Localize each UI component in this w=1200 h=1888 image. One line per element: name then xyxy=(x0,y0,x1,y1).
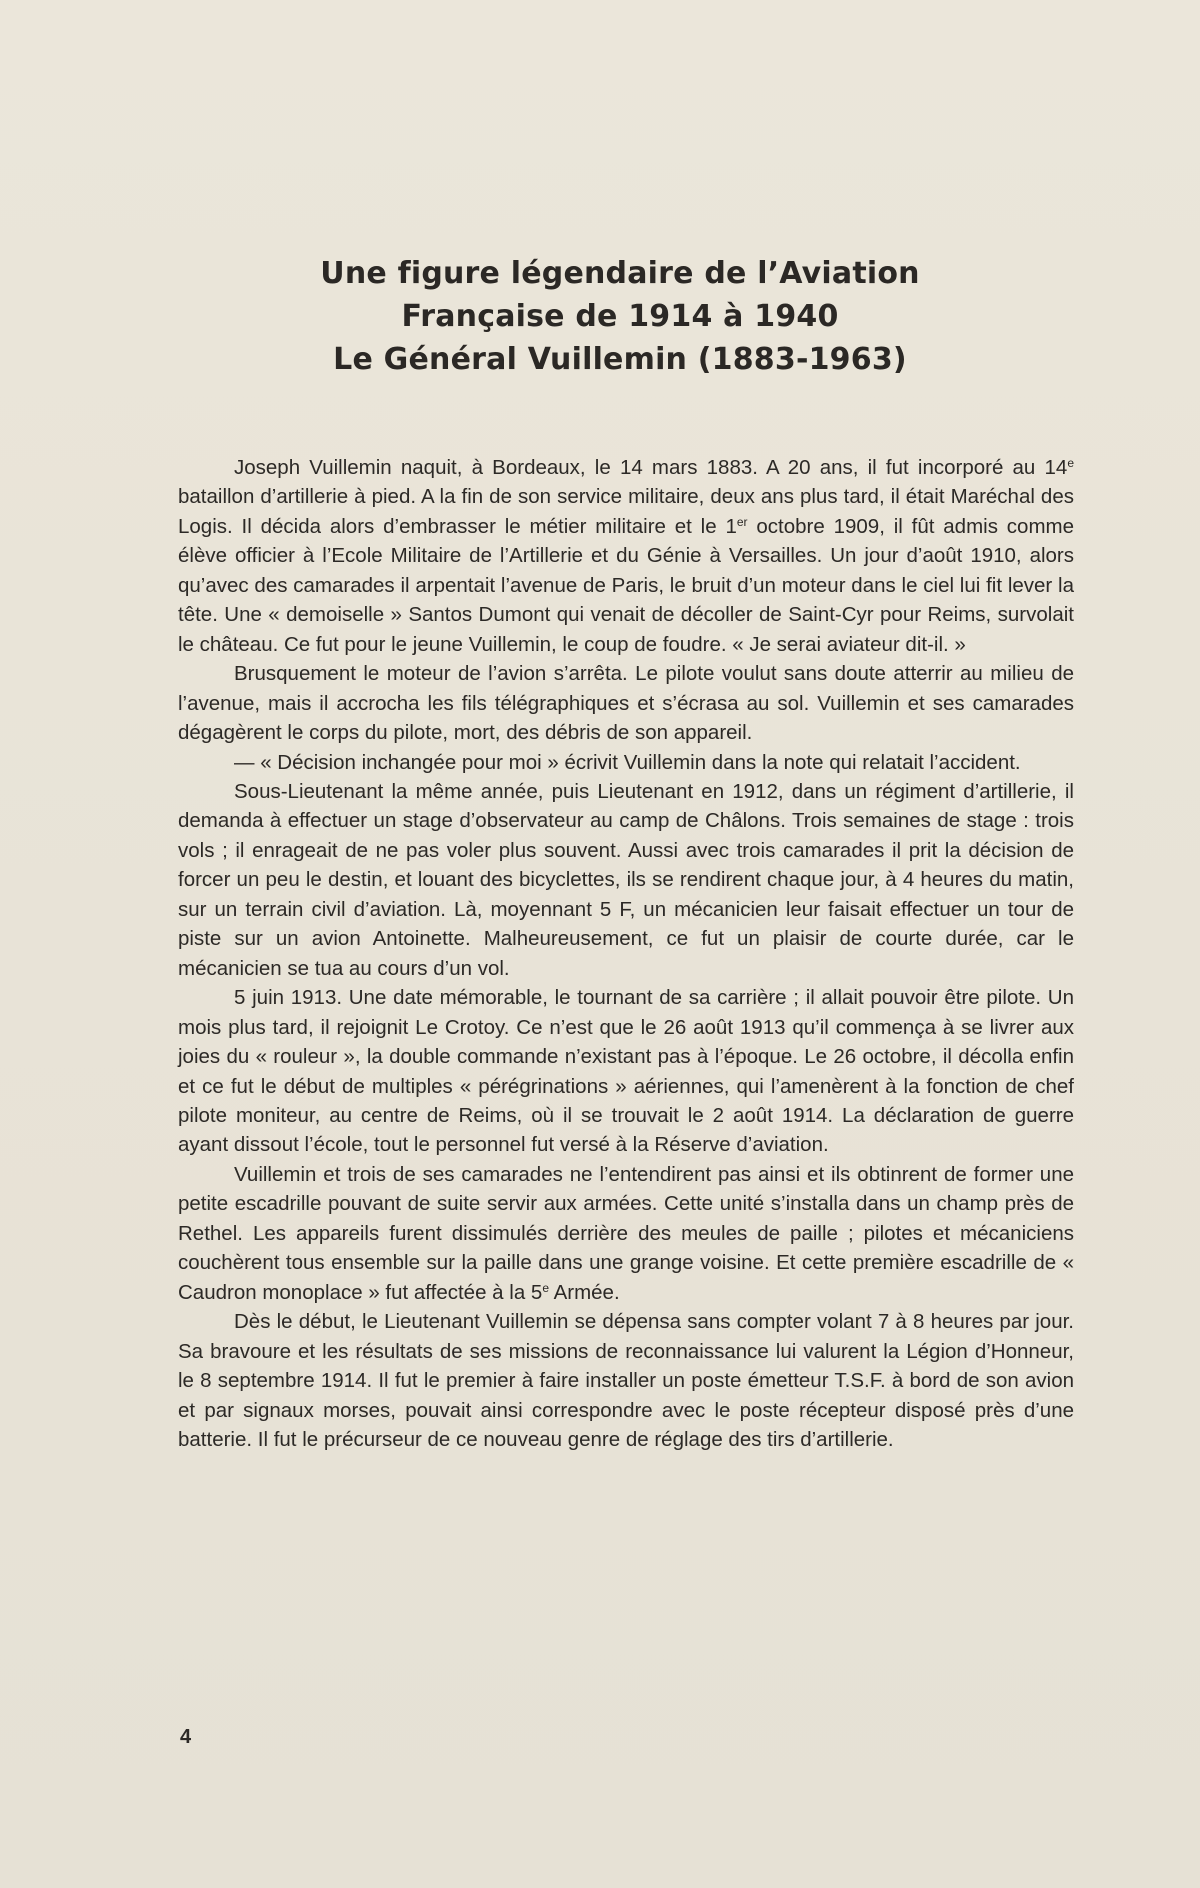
paragraph-2: Brusquement le moteur de l’avion s’arrêta. Le pilote voulut sans doute atterrir au milieu de l’avenue, mais il accrocha les fils télégraphiques et s’écrasa au sol. Vuillemin et ses camarades dégagèrent le corps du pilote, mort, des débris de son appareil. xyxy=(178,662,1074,745)
paragraph-6-part-b: Armée. xyxy=(549,1280,620,1304)
article-title xyxy=(180,252,1060,381)
paragraph-6-part-a: Vuillemin et trois de ses camarades ne l’entendirent pas ainsi et ils obtinrent de former une petite escadrille pouvant de suite servir aux armées. Cette unité s’installa dans un champ près de Rethel. Les appareils furent dissimulés derrière des meules de paille ; pilotes et mécaniciens couchèrent tous ensemble sur la paille dans une grange voisine. Et cette première escadrille de « Caudron monoplace » fut affectée à la 5 xyxy=(178,1162,1074,1304)
paragraph-1-part-c: octobre 1909, il fût admis comme élève officier à l’Ecole Militaire de l’Artillerie et du Génie à Versailles. Un jour d’août 1910, alors qu’avec des camarades il arpentait l’avenue de Paris, le bruit d’un moteur dans le ciel lui fit lever la tête. Une « demoiselle » Santos Dumont qui venait de décoller de Saint-Cyr pour Reims, survolait le château. Ce fut pour le jeune Vuillemin, le coup de foudre. « Je serai aviateur dit-il. » xyxy=(178,514,1074,656)
title-line-2: Française de 1914 à 1940 xyxy=(401,299,839,334)
article-body xyxy=(178,453,1074,1454)
superscript: er xyxy=(736,514,748,529)
page-number: 4 xyxy=(180,1726,192,1748)
paragraph-7: Dès le début, le Lieutenant Vuillemin se dépensa sans compter volant 7 à 8 heures par jour. Sa bravoure et les résultats de ses missions de reconnaissance lui valurent la Légion d’Honneur, le 8 septembre 1914. Il fut le premier à faire installer un poste émetteur T.S.F. à bord de son avion et par signaux morses, pouvait ainsi correspondre avec le poste récepteur disposé près d’une batterie. Il fut le précurseur de ce nouveau genre de réglage des tirs d’artillerie. xyxy=(178,1310,1074,1451)
title-line-3: Le Général Vuillemin (1883-1963) xyxy=(333,342,907,377)
paragraph-4: Sous-Lieutenant la même année, puis Lieutenant en 1912, dans un régiment d’artillerie, il demanda à effectuer un stage d’observateur au camp de Châlons. Trois semaines de stage : trois vols ; il enrageait de ne pas voler plus souvent. Aussi avec trois camarades il prit la décision de forcer un peu le destin, et louant des bicyclettes, ils se rendirent chaque jour, à 4 heures du matin, sur un terrain civil d’aviation. Là, moyennant 5 F, un mécanicien leur faisait effectuer un tour de piste sur un avion Antoinette. Malheureusement, ce fut un plaisir de courte durée, car le mécanicien se tua au cours d’un vol. xyxy=(178,779,1074,980)
paragraph-3: — « Décision inchangée pour moi » écrivit Vuillemin dans la note qui relatait l’accident. xyxy=(234,750,1021,774)
paragraph-5: 5 juin 1913. Une date mémorable, le tournant de sa carrière ; il allait pouvoir être pilote. Un mois plus tard, il rejoignit Le Crotoy. Ce n’est que le 26 août 1913 qu’il commença à se livrer aux joies du « rouleur », la double commande n’existant pas à l’époque. Le 26 octobre, il décolla enfin et ce fut le début de multiples « pérégrinations » aériennes, qui l’amenèrent à la fonction de chef pilote moniteur, au centre de Reims, où il se trouvait le 2 août 1914. La déclaration de guerre ayant dissout l’école, tout le personnel fut versé à la Réserve d’aviation. xyxy=(178,986,1074,1157)
paragraph-1-part-b: bataillon d’artillerie à pied. A la fin de son service militaire, deux ans plus tard, il était Maréchal des Logis. Il décida alors d’embrasser le métier militaire et le 1 xyxy=(178,485,1074,538)
paragraph-6 xyxy=(178,1160,1074,1307)
superscript: e xyxy=(542,1280,550,1295)
superscript: e xyxy=(1067,456,1074,470)
paragraph-1-part-a: Joseph Vuillemin naquit, à Bordeaux, le 14 mars 1883. A 20 ans, il fut incorporé au 14 xyxy=(234,456,1068,479)
paragraph-1 xyxy=(178,453,1074,659)
title-line-1: Une figure légendaire de l’Aviation xyxy=(320,256,920,291)
